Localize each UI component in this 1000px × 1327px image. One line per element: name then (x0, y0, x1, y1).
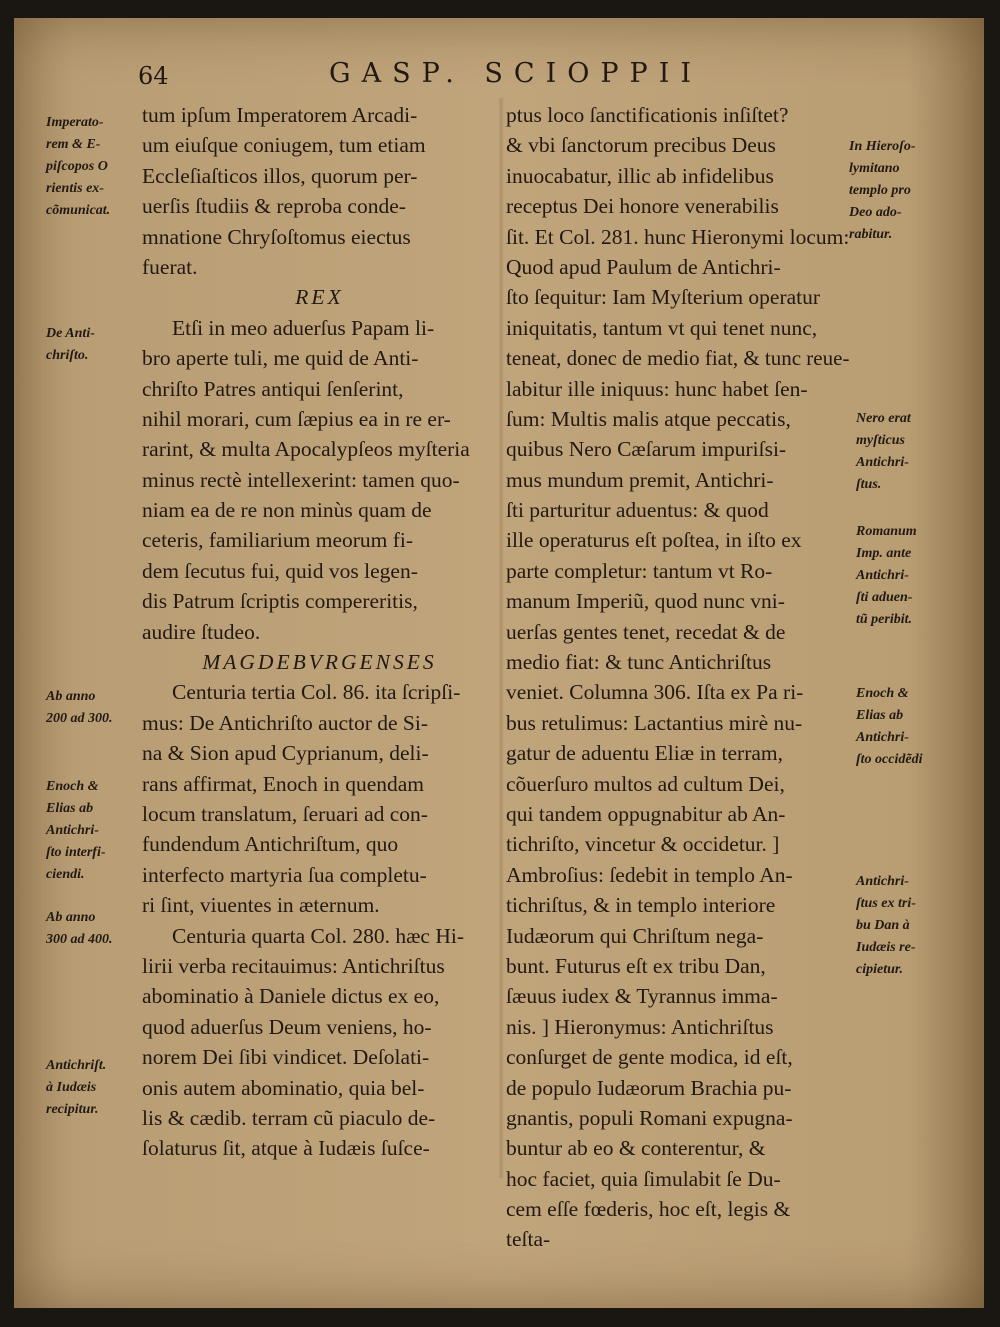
text-line: chriſto Patres antiqui ſenſerint, (142, 376, 404, 401)
text-line: dem ſecutus fui, quid vos legen- (142, 558, 418, 583)
text-line: quod aduerſus Deum veniens, ho- (142, 1014, 432, 1039)
margin-note-line: Romanum (856, 524, 917, 539)
text-line: na & Sion apud Cyprianum, deli- (142, 741, 429, 766)
text-line: inuocabatur, illic ab infidelibus (506, 163, 774, 188)
text-line: um eiuſque coniugem, tum etiam (142, 133, 426, 158)
text-line: nis. ] Hieronymus: Antichriſtus (506, 1014, 774, 1039)
text-line: niam ea de re non minùs quam de (142, 498, 432, 523)
text-line: rans affirmat, Enoch in quendam (142, 771, 424, 796)
margin-note-line: lymitano (849, 161, 900, 176)
margin-note-line: tũ peribit. (856, 612, 913, 627)
margin-note-line: Antichriſt. (46, 1058, 107, 1073)
margin-note-line: ſtus. (856, 477, 882, 492)
margin-note-line: rem & E- (46, 137, 101, 152)
text-line: gnantis, populi Romani expugna- (506, 1105, 793, 1130)
text-line: bro aperte tuli, me quid de Anti- (142, 346, 419, 371)
page-number: 64 (138, 62, 169, 90)
text-line: ſum: Multis malis atque peccatis, (506, 406, 791, 431)
text-line: de populo Iudæorum Brachia pu- (506, 1075, 792, 1100)
text-line: bus retulimus: Lactantius mirè nu- (506, 710, 803, 735)
text-line: mus mundum premit, Antichri- (506, 467, 774, 492)
text-line: Centuria tertia Col. 86. ita ſcripſi- (172, 680, 461, 705)
text-line: qui tandem oppugnabitur ab An- (506, 801, 786, 826)
text-line: bunt. Futurus eſt ex tribu Dan, (506, 953, 766, 978)
text-line: ptus loco ſanctificationis inſiſtet? (506, 103, 789, 127)
text-line: quibus Nero Cæſarum impuriſsi- (506, 437, 787, 462)
margin-note-line: à Iudæis (46, 1080, 97, 1095)
text-line: Etſi in meo aduerſus Papam li- (172, 315, 435, 340)
text-line: abominatio à Daniele dictus ex eo, (142, 984, 440, 1009)
margin-note-left (46, 323, 95, 367)
text-line: Iudæorum qui Chriſtum nega- (506, 923, 764, 948)
margin-note-line: ſto occidẽdi (856, 752, 923, 767)
text-line: ſolaturus ſit, atque à Iudæis ſuſce- (142, 1136, 430, 1161)
margin-note-line: Elias ab (856, 708, 904, 723)
text-line: uerſis ſtudiis & reproba conde- (142, 194, 406, 219)
text-line: rarint, & multa Apocalypſeos myſteria (142, 437, 470, 462)
margin-note-line: chriſto. (46, 348, 89, 363)
text-line: receptus Dei honore venerabilis (506, 194, 779, 219)
text-line: ſto ſequitur: Iam Myſterium operatur (506, 285, 821, 310)
text-line: minus rectè intellexerint: tamen quo- (142, 467, 460, 492)
text-line: iniquitatis, tantum vt qui tenet nunc, (506, 315, 818, 340)
text-line: uerſas gentes tenet, recedat & de (506, 619, 786, 644)
section-heading: MAGDEBVRGENSES (202, 650, 437, 675)
margin-note-line: 300 ad 400. (46, 932, 113, 947)
text-line: veniet. Columna 306. Iſta ex Pa ri- (506, 680, 804, 705)
text-line: teſta- (506, 1227, 551, 1252)
book-page (14, 18, 984, 1308)
text-line: Eccleſiaſticos illos, quorum per- (142, 163, 418, 188)
margin-note-line: Antichri- (856, 874, 909, 889)
text-line: cem eſſe fœderis, hoc eſt, legis & (506, 1197, 791, 1222)
margin-note-line: 200 ad 300. (46, 711, 113, 726)
text-line: Quod apud Paulum de Antichri- (506, 254, 781, 279)
margin-note-line: Antichri- (856, 730, 909, 745)
margin-note-line: Deo ado- (849, 205, 902, 220)
margin-note-line: Enoch & (46, 779, 99, 794)
text-line: ſæuus iudex & Tyrannus imma- (506, 984, 778, 1009)
text-line: tichriſto, vincetur & occidetur. ] (506, 832, 780, 857)
margin-note-line: Antichri- (46, 823, 99, 838)
text-line: fundendum Antichriſtum, quo (142, 832, 399, 857)
text-line: audire ſtudeo. (142, 619, 261, 644)
margin-note-line: Imperato- (46, 115, 104, 130)
text-line: mus: De Antichriſto auctor de Si- (142, 710, 429, 735)
text-line: dis Patrum ſcriptis compereritis, (142, 589, 418, 614)
margin-note-left (46, 112, 110, 222)
text-line: Centuria quarta Col. 280. hæc Hi- (172, 923, 464, 948)
margin-note-right (856, 408, 911, 496)
text-line: lirii verba recitauimus: Antichriſtus (142, 953, 445, 978)
margin-note-line: Antichri- (856, 455, 909, 470)
text-line: medio fiat: & tunc Antichriſtus (506, 650, 772, 675)
text-line: ſti parturitur aduentus: & quod (506, 498, 769, 523)
text-line: cõuerſuro multos ad cultum Dei, (506, 771, 785, 796)
margin-note-line: templo pro (849, 183, 911, 198)
running-title: GASP. SCIOPPII (329, 58, 703, 89)
text-line: Ambroſius: ſedebit in templo An- (506, 862, 793, 887)
text-line: interfecto martyria ſua completu- (142, 862, 427, 887)
margin-note-line: Ab anno (46, 910, 96, 925)
text-line: parte completur: tantum vt Ro- (506, 558, 773, 583)
text-line: gatur de aduentu Eliæ in terram, (506, 741, 784, 766)
text-line: ſit. Et Col. 281. hunc Hieronymi locum: (506, 224, 850, 249)
text-line: & vbi ſanctorum precibus Deus (506, 133, 776, 158)
margin-note-line: cõmunicat. (46, 203, 111, 218)
text-line: buntur ab eo & conterentur, & (506, 1136, 766, 1161)
margin-notes (14, 18, 984, 1308)
margin-note-line: cipietur. (856, 962, 904, 977)
margin-note-line: Iudæis re- (856, 940, 916, 955)
margin-note-right (856, 683, 922, 771)
text-line: nihil morari, cum ſæpius ea in re er- (142, 406, 451, 431)
text-line: ille operaturus eſt poſtea, in iſto ex (506, 528, 802, 553)
text-line: onis autem abominatio, quia bel- (142, 1075, 425, 1100)
margin-note-left (46, 907, 113, 951)
margin-note-line: In Hieroſo- (849, 139, 916, 154)
text-line: teneat, donec de medio fiat, & tunc reue- (506, 346, 850, 371)
margin-note-right (849, 136, 916, 246)
text-line: ri ſint, viuentes in æternum. (142, 893, 380, 918)
margin-note-line: Enoch & (856, 686, 909, 701)
margin-note-line: ſto interfi- (46, 845, 106, 860)
margin-note-line: Antichri- (856, 568, 909, 583)
text-line: norem Dei ſibi vindicet. Deſolati- (142, 1045, 430, 1070)
margin-note-line: ſti aduen- (856, 590, 913, 605)
margin-note-line: myſticus (856, 433, 905, 448)
margin-note-line: rientis ex- (46, 181, 104, 196)
margin-note-line: piſcopos O (46, 159, 108, 174)
section-heading: REX (295, 285, 344, 310)
text-line: ceteris, familiarium meorum fi- (142, 528, 414, 553)
margin-note-right (856, 871, 916, 981)
margin-note-right (856, 521, 917, 631)
margin-note-line: rabitur. (849, 227, 893, 242)
margin-note-line: ſtus ex tri- (856, 896, 916, 911)
margin-note-left (46, 776, 106, 886)
text-line: tum ipſum Imperatorem Arcadi- (142, 103, 418, 127)
margin-note-line: Imp. ante (856, 546, 912, 561)
text-line: manum Imperiũ, quod nunc vni- (506, 589, 785, 614)
text-line: tichriſtus, & in templo interiore (506, 893, 776, 918)
margin-note-line: ciendi. (46, 867, 85, 882)
text-line: conſurget de gente modica, id eſt, (506, 1045, 793, 1070)
margin-note-line: bu Dan à (856, 918, 910, 933)
text-line: fuerat. (142, 254, 198, 279)
text-line: locum translatum, ſeruari ad con- (142, 801, 428, 826)
margin-note-left (46, 686, 113, 730)
margin-note-line: De Anti- (46, 326, 95, 341)
text-line: mnatione Chryſoſtomus eiectus (142, 224, 411, 249)
margin-note-line: Elias ab (46, 801, 94, 816)
margin-note-line: Ab anno (46, 689, 96, 704)
text-line: lis & cædib. terram cũ piaculo de- (142, 1105, 436, 1130)
text-line: hoc faciet, quia ſimulabit ſe Du- (506, 1166, 781, 1191)
text-line: labitur ille iniquus: hunc habet ſen- (506, 376, 808, 401)
margin-note-line: recipitur. (46, 1102, 99, 1117)
margin-note-line: Nero erat (856, 411, 911, 426)
margin-note-left (46, 1055, 106, 1121)
